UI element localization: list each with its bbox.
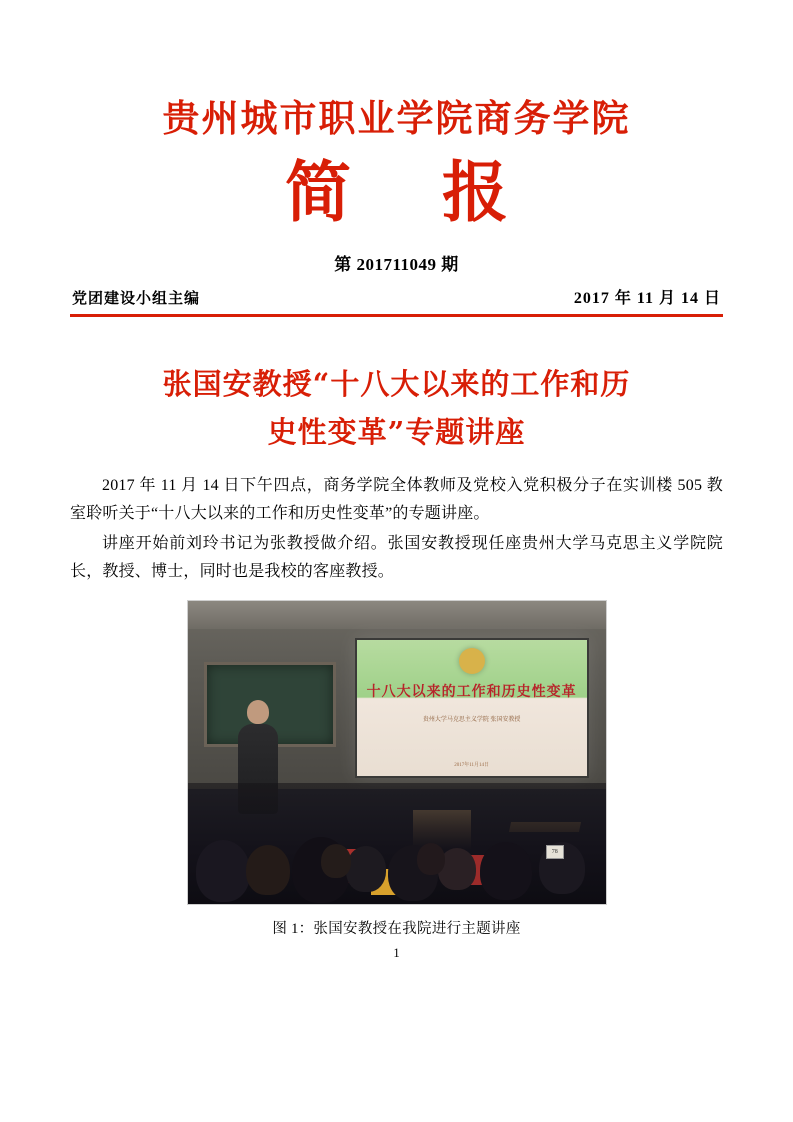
issue-number: 第 201711049 期 (334, 254, 459, 274)
article-paragraph: 2017 年 11 月 14 日下午四点，商务学院全体教师及党校入党积极分子在实训楼 505 教室聆听关于“十八大以来的工作和历史性变革”的专题讲座。 (70, 477, 723, 523)
figure (187, 600, 607, 938)
photo-audience-head (196, 840, 250, 902)
slide-subtitle: 贵州大学马克思主义学院 张国安教授 (422, 717, 521, 724)
page-number: 1 (393, 946, 400, 961)
photo-audience-head (246, 845, 290, 895)
document-type-title: 简 报 (285, 153, 542, 232)
article-body (70, 472, 723, 586)
photo-ceiling (188, 601, 606, 628)
article-title-line-2: 史性变革”专题讲座 (267, 414, 526, 449)
publish-date: 2017 年 11 月 14 日 (573, 289, 721, 307)
article-title-line-1: 张国安教授“十八大以来的工作和历 (162, 366, 631, 401)
slide-date: 2017年11月14日 (454, 762, 490, 768)
article-title (70, 361, 723, 457)
article (70, 361, 723, 587)
photo-projection-screen (355, 638, 589, 778)
photo-speaker-head (247, 700, 269, 724)
photo-audience-head (480, 842, 532, 900)
photo-seat-number: 78 (546, 845, 564, 859)
photo-audience-head (417, 843, 445, 875)
organization-title: 贵州城市职业学院商务学院 (162, 96, 631, 140)
byline-row (70, 285, 723, 317)
photo-audience-head (346, 846, 386, 892)
editor-label: 党团建设小组主编 (72, 290, 201, 307)
figure-caption: 图 1：张国安教授在我院进行主题讲座 (272, 921, 521, 938)
party-emblem-icon (459, 648, 485, 674)
masthead (70, 95, 723, 317)
photo-audience-head (321, 844, 351, 878)
lecture-photo (187, 600, 607, 905)
slide-title: 十八大以来的工作和历史性变革 (366, 683, 577, 700)
article-paragraph: 讲座开始前刘玲书记为张教授做介绍。张国安教授现任座贵州大学马克思主义学院院长，教授、博士，同时也是我校的客座教授。 (70, 535, 723, 581)
photo-audience (188, 783, 606, 904)
